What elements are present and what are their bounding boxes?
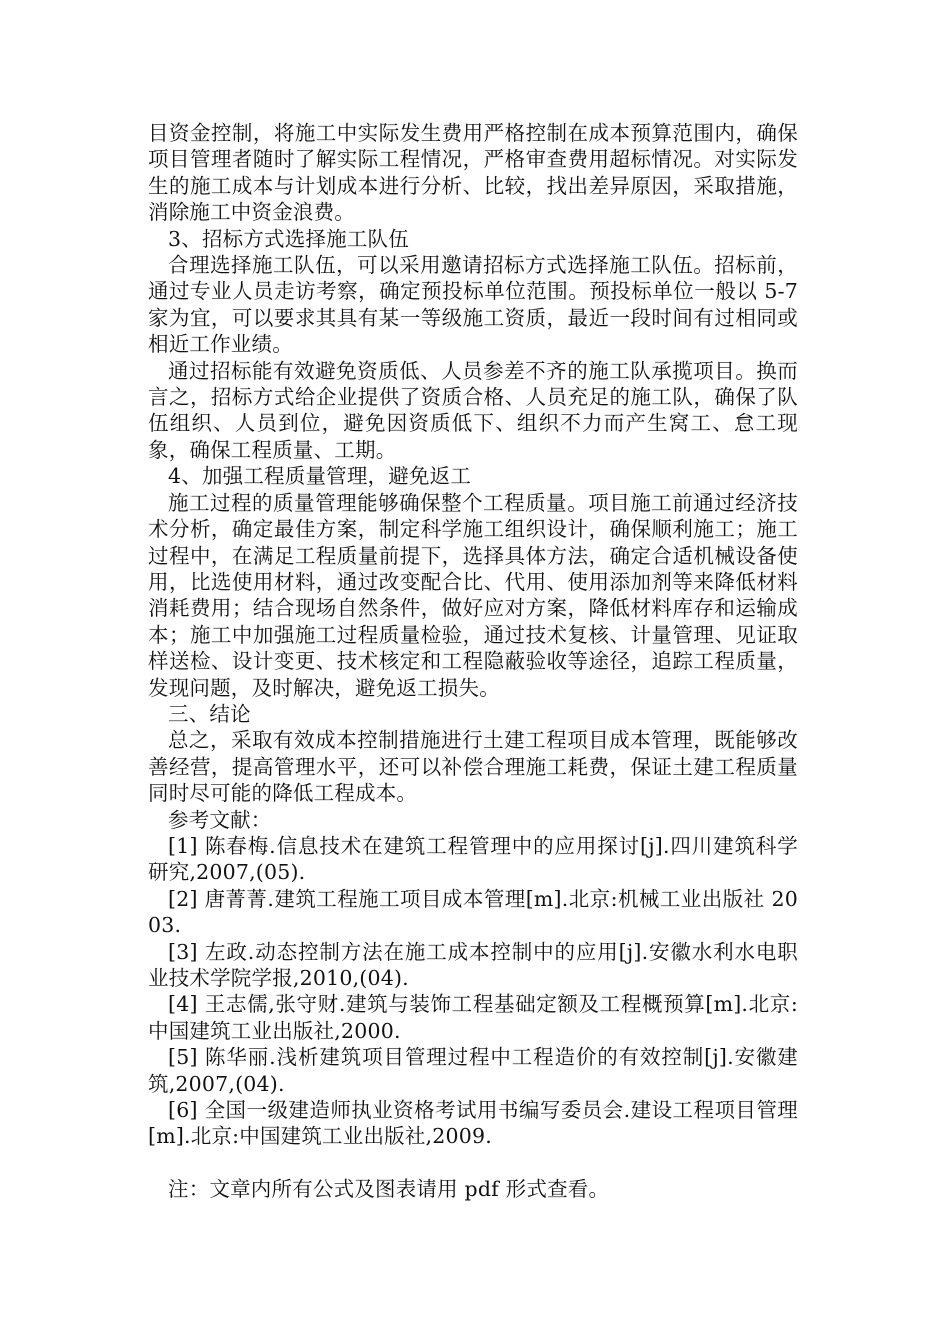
- section-heading-bidding: 3、招标方式选择施工队伍: [168, 226, 409, 251]
- reference-item-3: [3] 左政.动态控制方法在施工成本控制中的应用[j].安徽水利水电职业技术学院学报,2010,(04).: [148, 939, 798, 990]
- section-heading-quality: 4、加强工程质量管理，避免返工: [168, 464, 472, 489]
- reference-item-2: [2] 唐菁菁.建筑工程施工项目成本管理[m].北京:机械工业出版社 2003.: [148, 886, 798, 938]
- paragraph-bidding-benefits: 通过招标能有效避免资质低、人员参差不齐的施工队承揽项目。换而言之，招标方式给企业提供了资质合格、人员充足的施工队，确保了队伍组织、人员到位，避免因资质低下、组织不力而产生窝工、怠工现象，确保工程质量、工期。: [148, 358, 798, 462]
- pdf-note: 注：文章内所有公式及图表请用 pdf 形式查看。: [168, 1176, 610, 1201]
- section-heading-conclusion: 三、结论: [168, 701, 251, 726]
- paragraph-bidding-selection: 合理选择施工队伍，可以采用邀请招标方式选择施工队伍。招标前，通过专业人员走访考察，确定预投标单位范围。预投标单位一般以 5-7 家为宜，可以要求其具有某一等级施工资质，最近一段时间有过相同或相近工作业绩。: [148, 253, 798, 357]
- paragraph-conclusion: 总之，采取有效成本控制措施进行土建工程项目成本管理，既能够改善经营，提高管理水平，还可以补偿合理施工耗费，保证土建工程质量同时尽可能的降低工程成本。: [148, 728, 798, 806]
- reference-item-5: [5] 陈华丽.浅析建筑项目管理过程中工程造价的有效控制[j].安徽建筑,2007,(04).: [148, 1045, 798, 1096]
- paragraph-cost-control: 目资金控制，将施工中实际发生费用严格控制在成本预算范围内，确保项目管理者随时了解实际工程情况，严格审查费用超标情况。对实际发生的施工成本与计划成本进行分析、比较，找出差异原因，采取措施，消除施工中资金浪费。: [148, 121, 798, 225]
- references-heading: 参考文献：: [168, 807, 272, 832]
- reference-item-1: [1] 陈春梅.信息技术在建筑工程管理中的应用探讨[j].四川建筑科学研究,2007,(05).: [148, 833, 798, 885]
- reference-item-4: [4] 王志儒,张守财.建筑与装饰工程基础定额及工程概预算[m].北京:中国建筑工业出版社,2000.: [148, 992, 798, 1043]
- paragraph-quality-management: 施工过程的质量管理能够确保整个工程质量。项目施工前通过经济技术分析，确定最佳方案，制定科学施工组织设计，确保顺利施工；施工过程中，在满足工程质量前提下，选择具体方法，确定合适机械设备使用，比选使用材料，通过改变配合比、代用、使用添加剂等来降低材料消耗费用；结合现场自然条件，做好应对方案，降低材料库存和运输成本；施工中加强施工过程质量检验，通过技术复核、计量管理、见证取样送检、设计变更、技术核定和工程隐蔽验收等途径，追踪工程质量，发现问题，及时解决，避免返工损失。: [148, 490, 798, 700]
- reference-item-6: [6] 全国一级建造师执业资格考试用书编写委员会.建设工程项目管理[m].北京:中国建筑工业出版社,2009.: [148, 1098, 798, 1149]
- article-body: [148, 120, 798, 1202]
